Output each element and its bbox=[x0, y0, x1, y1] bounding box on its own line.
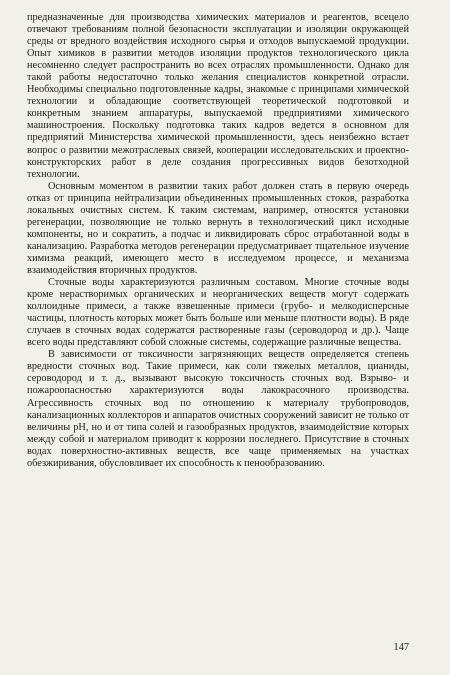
document-page bbox=[27, 12, 409, 662]
paragraph-1: предназначенные для производства химических материалов и реагентов, всецело отвечают требованиям полной безопасности эксплуатации и изоляции окружающей среды от вредного воздействия исходного сырья и отходов выпускаемой продукции. Опыт химиков в развитии методов изоляции продуктов технологического цикла несомненно следует распространить во всех отраслях промышленности. Однако для такой работы недостаточно только желания специалистов конкретной отрасли. Необходимы специально подготовленные кадры, знакомые с принципами химической технологии и обладающие соответствующей теоретической подготовкой и конкретным знанием аппаратуры, выпускаемой предприятиями химического машиностроения. Поскольку подготовка таких кадров ведется в основном для предприятий Министерства химической промышленности, здесь неизбежно встает вопрос о развитии межотраслевых связей, кооперации исследовательских и проектно-конструкторских работ в деле создания прогрессивных видов безотходной технологии. bbox=[27, 12, 409, 180]
paragraph-2: Основным моментом в развитии таких работ должен стать в первую очередь отказ от принципа нейтрализации объединенных промышленных стоков, разработка локальных очистных систем. К таким системам, например, относятся установки регенерации, позволяющие не только вернуть в технологический цикл исходные компоненты, но и сократить, а подчас и ликвидировать сброс отработанной воды в канализацию. Разработка методов регенерации предусматривает тщательное изучение химизма реакций, имеющего место в исследуемом процессе, и механизма взаимодействия вторичных продуктов. bbox=[27, 180, 409, 276]
paragraph-4: В зависимости от токсичности загрязняющих веществ определяется степень вредности сточных вод. Такие примеси, как соли тяжелых металлов, цианиды, сероводород и т. д., вызывают высокую токсичность сточных вод. Взрыво- и пожароопасностью характеризуются воды лакокрасочного производства. Агрессивность сточных вод по отношению к материалу трубопроводов, канализационных коллекторов и аппаратов очистных сооружений зависит не только от величины pH, но и от типа солей и газообразных продуктов, взаимодействие которых между собой и материалом приводит к коррозии последнего. Присутствие в сточных водах поверхностно-активных веществ, все чаще применяемых на участках обезжиривания, обусловливает их способность к пенообразованию. bbox=[27, 349, 409, 469]
page-number: 147 bbox=[393, 642, 409, 653]
paragraph-3: Сточные воды характеризуются различным составом. Многие сточные воды кроме нерастворимых органических и неорганических веществ могут содержать коллоидные примеси, а также взвешенные примеси (грубо- и мелкодисперсные частицы, плотность которых может быть больше или меньше плотности воды). В ряде случаев в сточных водах содержатся растворенные газы (сероводород и др.). Чаще всего воды представляют собой сложные системы, содержащие различные вещества. bbox=[27, 277, 409, 349]
